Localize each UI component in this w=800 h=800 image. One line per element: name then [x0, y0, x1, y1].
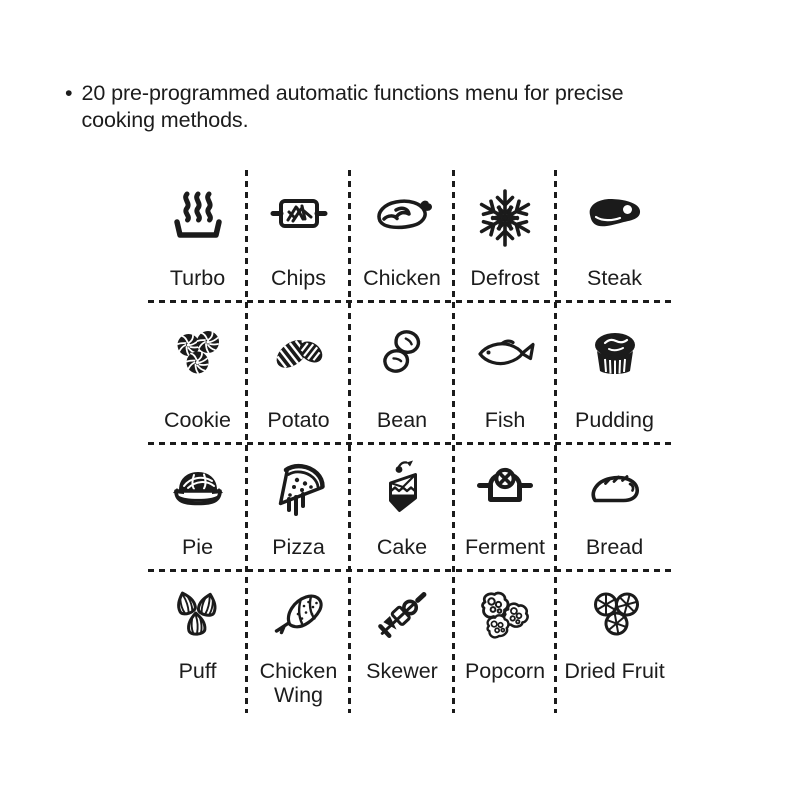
- function-label: Cookie: [164, 407, 231, 432]
- function-label: Pie: [181, 534, 214, 559]
- function-label: Chips: [271, 265, 326, 290]
- bean-icon: [350, 302, 454, 408]
- puff-icon: [148, 571, 247, 659]
- function-label: Defrost: [470, 265, 540, 290]
- row-separator: [148, 300, 673, 303]
- potato-icon: [247, 302, 350, 408]
- defrost-snowflake-icon: [454, 170, 556, 266]
- headline-text: 20 pre-programmed automatic functions menu for precise cooking methods.: [81, 81, 624, 132]
- function-cell-potato: [247, 302, 350, 444]
- row-separator: [148, 569, 673, 572]
- function-label: Chicken Wing: [259, 659, 338, 708]
- bullet-point: •: [65, 81, 73, 105]
- function-cell-chicken-wing: [247, 571, 350, 713]
- function-cell-fish: [454, 302, 556, 444]
- function-cell-chicken: [350, 170, 454, 302]
- dried-fruit-icon: [556, 571, 673, 659]
- ferment-icon: [454, 444, 556, 535]
- steak-icon: [556, 170, 673, 266]
- cookie-icon: [148, 302, 247, 408]
- function-cell-skewer: [350, 571, 454, 713]
- function-label: Skewer: [366, 659, 438, 683]
- function-cell-steak: [556, 170, 673, 302]
- function-cell-bread: [556, 444, 673, 571]
- function-label: Puff: [178, 659, 217, 683]
- function-label: Steak: [587, 265, 642, 290]
- function-cell-pie: [148, 444, 247, 571]
- function-label: Ferment: [464, 534, 546, 559]
- function-cell-cake: [350, 444, 454, 571]
- function-label: Pizza: [272, 534, 325, 559]
- pudding-icon: [556, 302, 673, 408]
- function-cell-pudding: [556, 302, 673, 444]
- function-label: Pudding: [575, 407, 654, 432]
- function-cell-popcorn: [454, 571, 556, 713]
- function-label: Fish: [484, 407, 526, 432]
- function-label: Potato: [267, 407, 330, 432]
- function-label: Dried Fruit: [564, 659, 665, 683]
- function-label: Bread: [585, 534, 644, 559]
- function-cell-ferment: [454, 444, 556, 571]
- function-label: Popcorn: [464, 659, 546, 683]
- function-label: Chicken: [363, 265, 441, 290]
- function-cell-bean: [350, 302, 454, 444]
- bread-icon: [556, 444, 673, 535]
- pizza-icon: [247, 444, 350, 535]
- function-cell-turbo: [148, 170, 247, 302]
- popcorn-icon: [454, 571, 556, 659]
- function-label: Turbo: [169, 265, 226, 290]
- row-separator: [148, 442, 673, 445]
- function-cell-pizza: [247, 444, 350, 571]
- feature-bullet-line: [65, 80, 670, 133]
- fish-icon: [454, 302, 556, 408]
- function-cell-chips: [247, 170, 350, 302]
- function-cell-dried-fruit: [556, 571, 673, 713]
- functions-menu-grid: [148, 170, 673, 713]
- chicken-icon: [350, 170, 454, 266]
- function-label: Cake: [376, 534, 428, 559]
- chips-icon: [247, 170, 350, 266]
- pie-icon: [148, 444, 247, 535]
- function-cell-defrost: [454, 170, 556, 302]
- chicken-wing-icon: [247, 571, 350, 659]
- turbo-icon: [148, 170, 247, 266]
- skewer-icon: [350, 571, 454, 659]
- function-cell-cookie: [148, 302, 247, 444]
- cake-icon: [350, 444, 454, 535]
- function-label: Bean: [376, 407, 428, 432]
- function-cell-puff: [148, 571, 247, 713]
